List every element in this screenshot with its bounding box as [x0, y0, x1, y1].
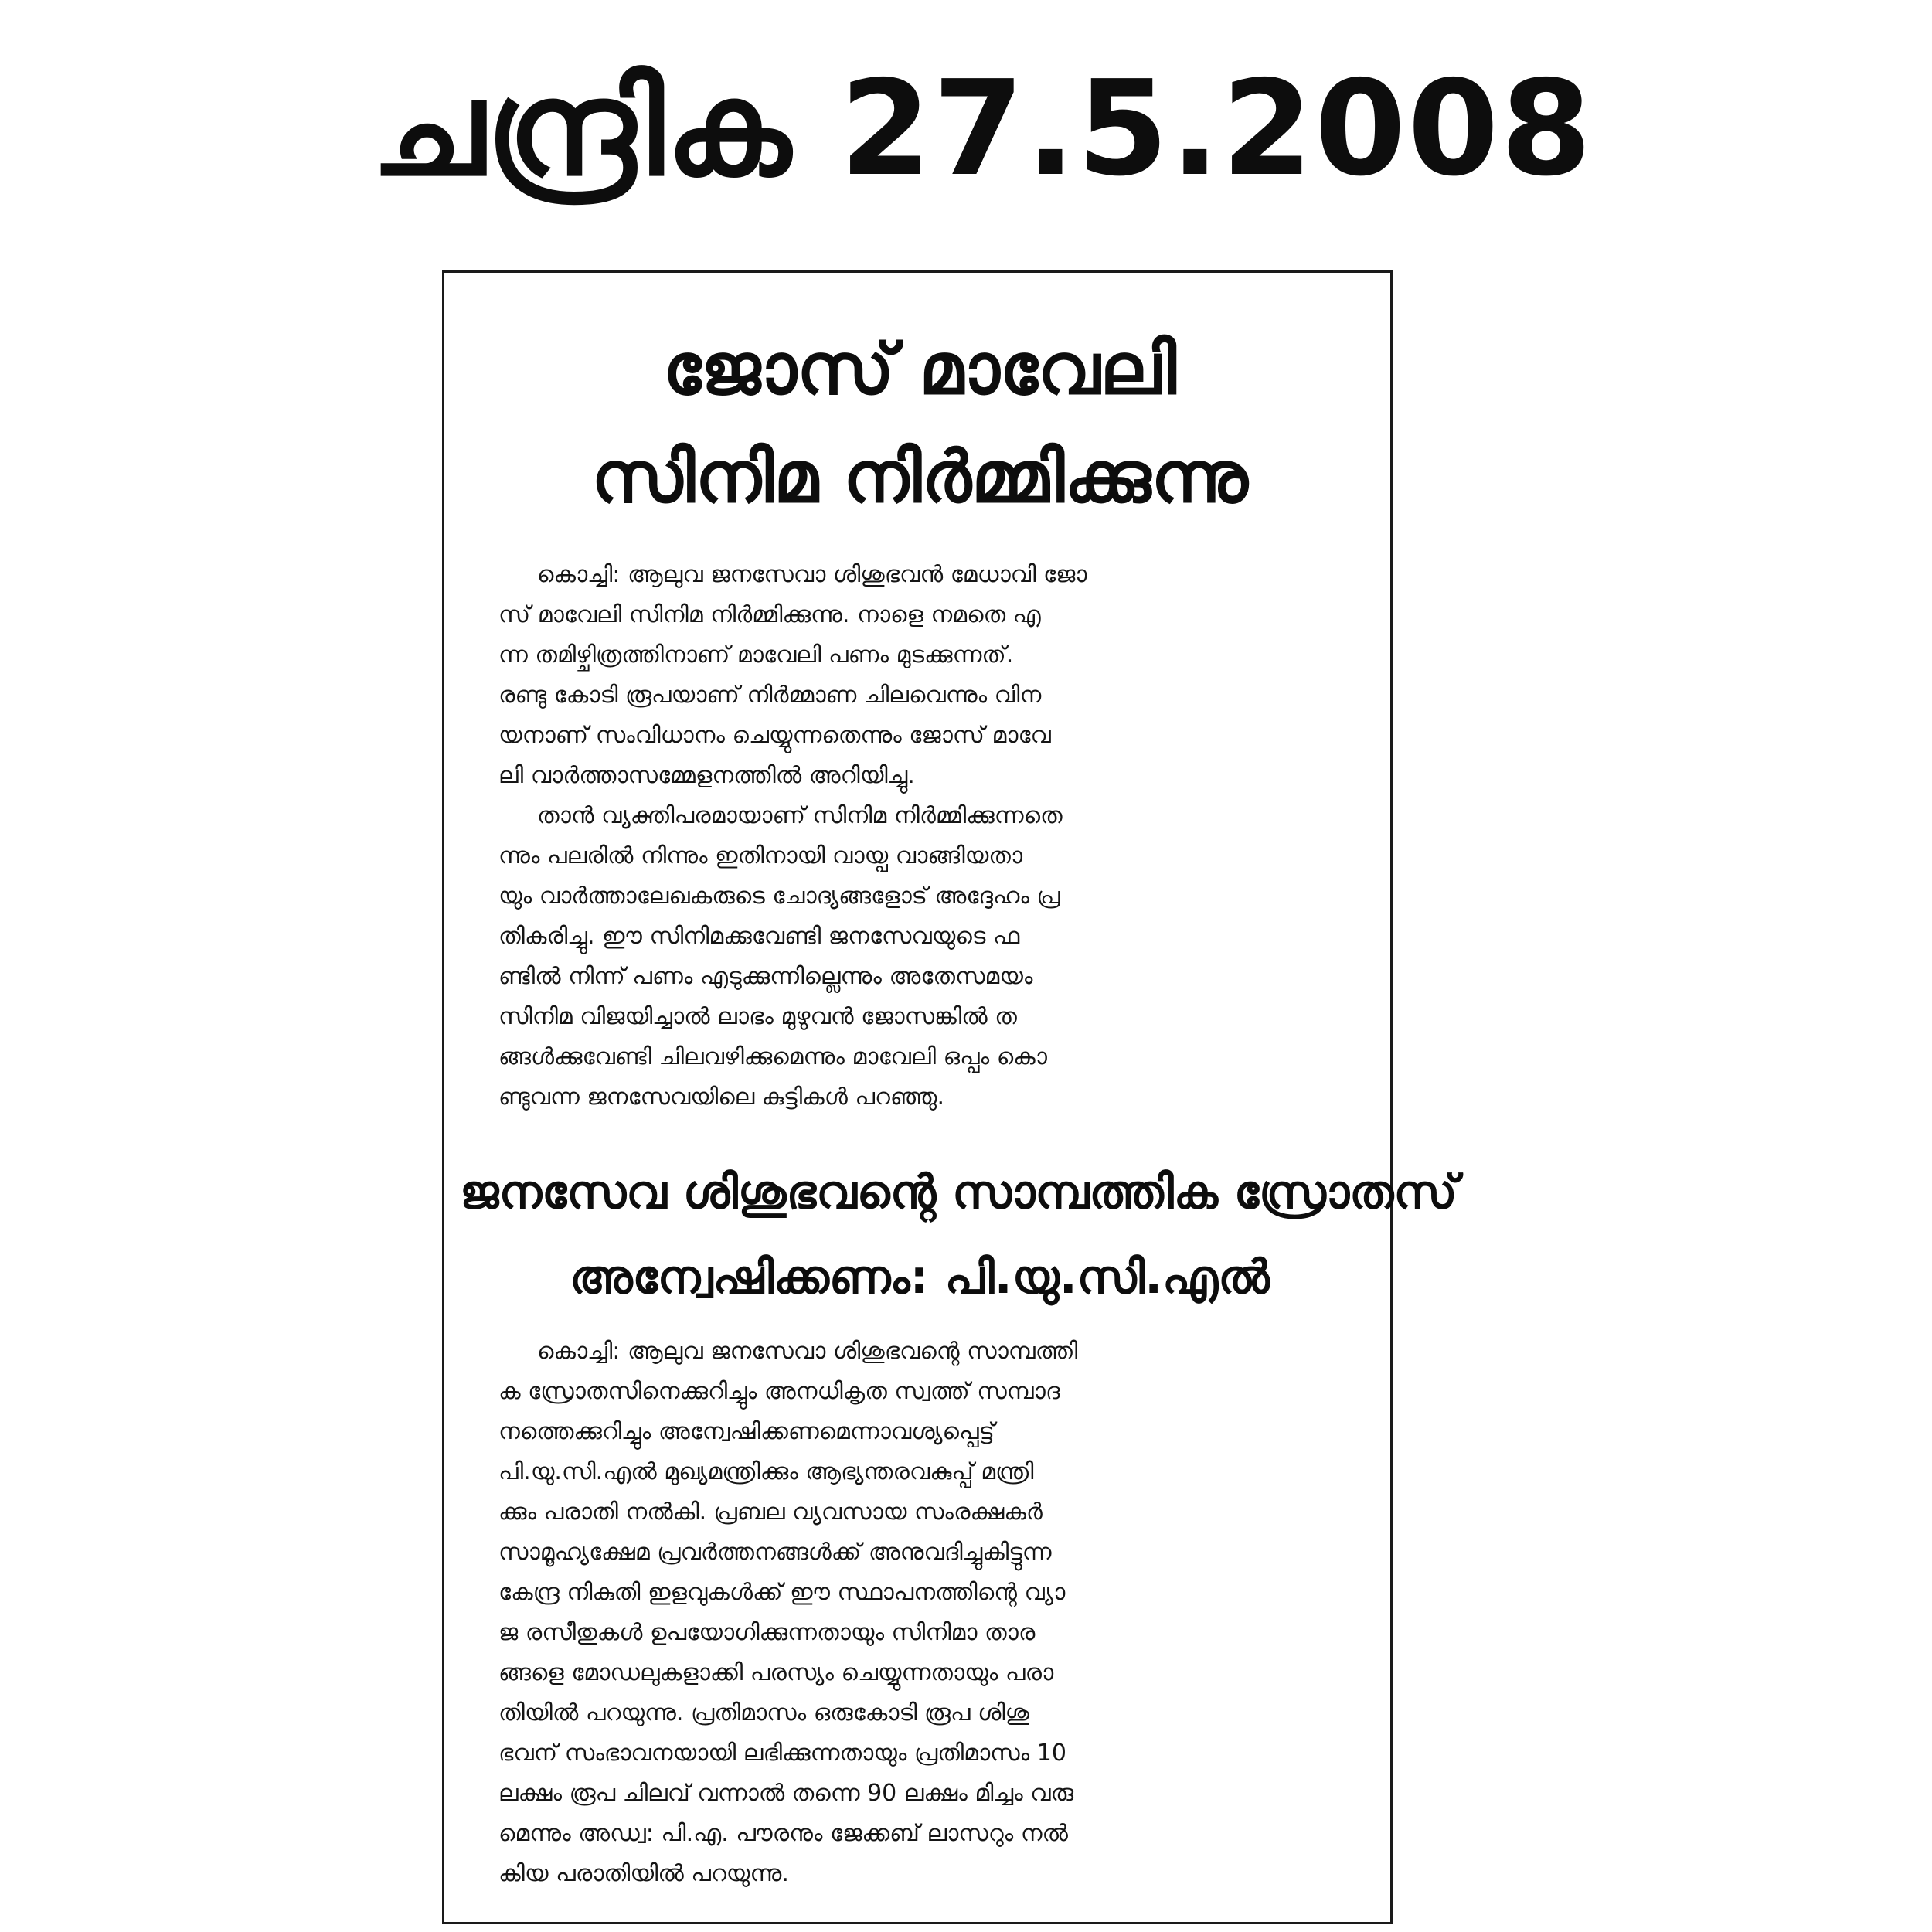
- body-line: ങ്ങളെ മോഡലുകളാക്കി പരസ്യം ചെയ്യുന്നതായും പരാ: [498, 1659, 1054, 1686]
- body-line: താൻ വ്യക്തിപരമായാണ് സിനിമ നിർമ്മിക്കുന്നതെ: [537, 802, 1063, 829]
- newspaper-name: ചന്ദ്രിക: [371, 53, 793, 206]
- body-line: കേന്ദ്ര നികുതി ഇളവുകൾക്ക് ഈ സ്ഥാപനത്തിന്റെ വ്യാ: [498, 1579, 1066, 1606]
- body-line: ന്നും പലരിൽ നിന്നും ഇതിനായി വായ്പ വാങ്ങിയതാ: [498, 842, 1023, 869]
- body-line: സാമൂഹ്യക്ഷേമ പ്രവർത്തനങ്ങൾക്ക് അനുവദിച്ചുകിട്ടുന്ന: [498, 1539, 1052, 1566]
- headline-line: സിനിമ നിർമ്മിക്കുന്നു: [591, 436, 1248, 519]
- body-line: നത്തെക്കുറിച്ചും അന്വേഷിക്കണമെന്നാവശ്യപ്പെട്ട്: [498, 1418, 995, 1445]
- body-line: ലി വാർത്താസമ്മേളനത്തിൽ അറിയിച്ചു.: [498, 762, 915, 789]
- body-line: തികരിച്ചു. ഈ സിനിമക്കുവേണ്ടി ജനസേവയുടെ ഫ: [498, 923, 1020, 950]
- body-line: മെന്നും അഡ്വ: പി.എ. പൗരനും ജേക്കബ് ലാസറും നൽ: [498, 1820, 1068, 1847]
- body-line: തിയിൽ പറയുന്നു. പ്രതിമാസം ഒരുകോടി രൂപ ശിശു: [498, 1699, 1029, 1726]
- body-line: യനാണ് സംവിധാനം ചെയ്യുന്നതെന്നും ജോസ് മാവേ: [498, 722, 1051, 749]
- masthead: [371, 53, 1594, 206]
- body-line: ലക്ഷം രൂപ ചിലവ് വന്നാൽ തന്നെ 90 ലക്ഷം മിച്ചം വരു: [498, 1780, 1074, 1807]
- body-line: ക്കും പരാതി നൽകി. പ്രബല വ്യവസായ സംരക്ഷകർ: [498, 1498, 1043, 1526]
- headline-line: അന്വേഷിക്കണം: പി.യു.സി.എൽ: [569, 1250, 1270, 1304]
- body-line: സ് മാവേലി സിനിമ നിർമ്മിക്കുന്നു. നാളെ നമതെ എ: [498, 601, 1041, 628]
- body-line: പി.യു.സി.എൽ മുഖ്യമന്ത്രിക്കും ആഭ്യന്തരവകുപ്പ് മന്ത്രി: [498, 1458, 1034, 1485]
- news-clipping: [442, 270, 1458, 1924]
- article1-body: [498, 555, 1333, 1117]
- headline-line: ജോസ് മാവേലി: [662, 328, 1177, 410]
- article2-headline: [460, 1150, 1458, 1320]
- body-line: ഭവന് സംഭാവനയായി ലഭിക്കുന്നതായും പ്രതിമാസം 10: [498, 1740, 1066, 1767]
- headline-line: ജനസേവ ശിശുഭവന്റെ സാമ്പത്തിക സ്രോതസ്: [460, 1165, 1458, 1219]
- body-line: ന്ന തമിഴ്ചിത്രത്തിനാണ് മാവേലി പണം മുടക്കുന്നത്.: [498, 641, 1014, 668]
- body-line: സിനിമ വിജയിച്ചാൽ ലാഭം മുഴുവൻ ജോസങ്കിൽ ത: [498, 1003, 1017, 1030]
- body-line: ണ്ടിൽ നിന്ന് പണം എടുക്കുന്നില്ലെന്നും അതേസമയം: [498, 963, 1033, 990]
- article2-body: [498, 1332, 1333, 1894]
- body-line: യും വാർത്താലേഖകരുടെ ചോദ്യങ്ങളോട് അദ്ദേഹം പ്ര: [498, 883, 1060, 910]
- body-line: ജ രസീതുകൾ ഉപയോഗിക്കുന്നതായും സിനിമാ താര: [498, 1619, 1036, 1646]
- body-line: കൊച്ചി: ആലുവ ജനസേവാ ശിശുഭവന്റെ സാമ്പത്തി: [537, 1338, 1078, 1365]
- body-line: കിയ പരാതിയിൽ പറയുന്നു.: [498, 1860, 789, 1887]
- body-line: ണ്ടുവന്ന ജനസേവയിലെ കുട്ടികൾ പറഞ്ഞു.: [498, 1083, 945, 1111]
- publication-date: 27.5.2008: [839, 53, 1594, 206]
- body-line: രണ്ടു കോടി രൂപയാണ് നിർമ്മാണ ചിലവെന്നും വിന: [498, 682, 1042, 709]
- body-line: ങ്ങൾക്കുവേണ്ടി ചിലവഴിക്കുമെന്നും മാവേലി ഒപ്പം കൊ: [498, 1043, 1047, 1070]
- body-line: ക സ്രോതസിനെക്കുറിച്ചും അനധികൃത സ്വത്ത് സമ്പാദ: [498, 1378, 1060, 1405]
- article1-headline: [460, 315, 1379, 532]
- body-line: കൊച്ചി: ആലുവ ജനസേവാ ശിശുഭവൻ മേധാവി ജോ: [537, 561, 1087, 588]
